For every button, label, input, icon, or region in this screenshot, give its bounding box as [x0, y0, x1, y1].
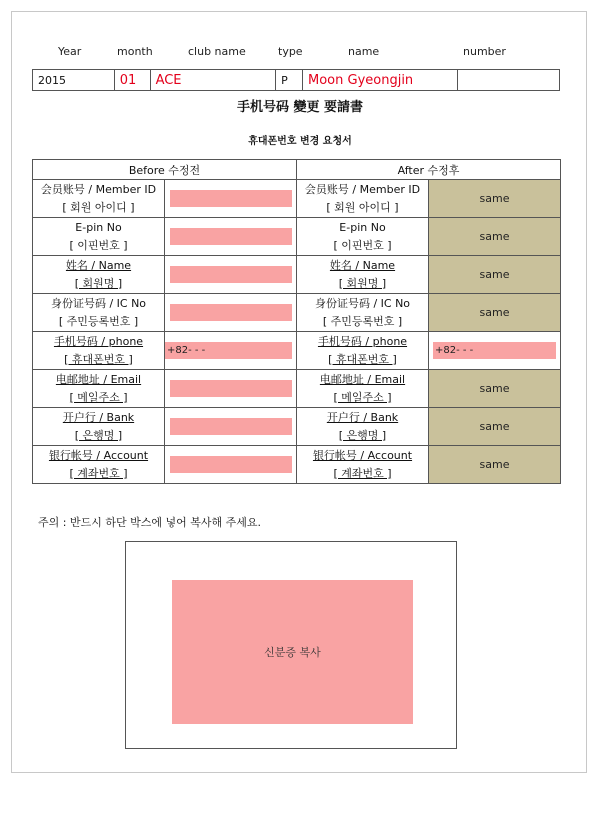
label-top: 姓名 / Name: [65, 258, 132, 272]
label-top: 电邮地址 / Email: [319, 372, 406, 386]
label-bottom: [ 휴대폰번호 ]: [64, 352, 133, 366]
name-value[interactable]: Moon Gyeongjin: [303, 70, 458, 90]
before-value-field[interactable]: [170, 304, 292, 321]
label-top: 身份证号码 / IC No: [50, 296, 147, 310]
before-value-cell: [165, 446, 297, 484]
name-header: name: [348, 45, 380, 58]
label-top: 身份证号码 / IC No: [314, 296, 411, 310]
label-bottom: [ 주민등록번호 ]: [58, 314, 139, 328]
before-value-cell: [165, 256, 297, 294]
id-copy-area[interactable]: [172, 580, 413, 724]
before-value-cell: [165, 370, 297, 408]
before-field-label: [33, 256, 165, 294]
before-header: Before 수정전: [33, 160, 297, 180]
before-value-cell: [165, 332, 297, 370]
label-bottom: [ 휴대폰번호 ]: [328, 352, 397, 366]
before-value-field[interactable]: [170, 456, 292, 473]
form-row: [33, 408, 561, 446]
after-field-label: [297, 408, 429, 446]
label-bottom: [ 메일주소 ]: [333, 390, 392, 404]
before-field-label: [33, 408, 165, 446]
after-header: After 수정후: [297, 160, 561, 180]
id-copy-label: 신분증 복사: [264, 646, 321, 659]
number-value[interactable]: [458, 70, 559, 90]
before-value-cell: [165, 408, 297, 446]
label-top: 手机号码 / phone: [317, 334, 408, 348]
change-request-table: [32, 159, 561, 484]
year-value[interactable]: 2015: [33, 70, 115, 90]
after-field-label: [297, 446, 429, 484]
id-copy-box: [125, 541, 457, 749]
label-bottom: [ 이핀번호 ]: [333, 238, 392, 252]
before-field-label: [33, 180, 165, 218]
form-row: [33, 446, 561, 484]
label-bottom: [ 은행명 ]: [74, 428, 123, 442]
before-field-label: [33, 294, 165, 332]
club-value[interactable]: ACE: [151, 70, 277, 90]
type-header: type: [278, 45, 303, 58]
member-info-row: [32, 69, 560, 91]
before-field-label: [33, 446, 165, 484]
label-top: 会员账号 / Member ID: [40, 182, 157, 196]
after-value-cell[interactable]: [429, 332, 561, 370]
number-header: number: [463, 45, 506, 58]
before-value-cell: [165, 294, 297, 332]
after-value-same[interactable]: same: [429, 180, 561, 218]
label-bottom: [ 회원명 ]: [74, 276, 123, 290]
label-top: E-pin No: [75, 220, 122, 234]
label-top: 银行帐号 / Account: [312, 448, 413, 462]
before-value-field[interactable]: [170, 190, 292, 207]
after-value-same[interactable]: same: [429, 256, 561, 294]
after-field-label: [297, 332, 429, 370]
after-value-same[interactable]: same: [429, 370, 561, 408]
month-header: month: [117, 45, 153, 58]
label-bottom: [ 회원 아이디 ]: [326, 200, 399, 214]
before-value-field[interactable]: +82- - -: [165, 342, 292, 359]
month-value[interactable]: 01: [115, 70, 151, 90]
label-bottom: [ 은행명 ]: [338, 428, 387, 442]
title-korean: 휴대폰번호 변경 요청서: [248, 136, 352, 147]
after-field-label: [297, 256, 429, 294]
label-top: 银行帐号 / Account: [48, 448, 149, 462]
after-field-label: [297, 218, 429, 256]
label-top: 姓名 / Name: [329, 258, 396, 272]
before-value-cell: [165, 218, 297, 256]
club-name-header: club name: [188, 45, 246, 58]
label-bottom: [ 계좌번호 ]: [333, 466, 392, 480]
label-top: 手机号码 / phone: [53, 334, 144, 348]
after-value-same[interactable]: same: [429, 408, 561, 446]
before-value-field[interactable]: [170, 418, 292, 435]
label-bottom: [ 계좌번호 ]: [69, 466, 128, 480]
label-top: 会员账号 / Member ID: [304, 182, 421, 196]
form-row: [33, 180, 561, 218]
label-bottom: [ 회원 아이디 ]: [62, 200, 135, 214]
year-header: Year: [58, 45, 82, 58]
after-value-same[interactable]: same: [429, 446, 561, 484]
before-value-field[interactable]: [170, 266, 292, 283]
before-field-label: [33, 370, 165, 408]
before-value-field[interactable]: [170, 380, 292, 397]
title-chinese: 手机号码 變更 要請書: [236, 100, 364, 115]
after-value-same[interactable]: same: [429, 294, 561, 332]
after-field-label: [297, 370, 429, 408]
after-value-same[interactable]: same: [429, 218, 561, 256]
form-row: [33, 256, 561, 294]
label-top: 电邮地址 / Email: [55, 372, 142, 386]
before-value-field[interactable]: [170, 228, 292, 245]
after-field-label: [297, 294, 429, 332]
type-value[interactable]: P: [276, 70, 303, 90]
notice-text: 주의 : 반드시 하단 박스에 넣어 복사해 주세요.: [38, 516, 261, 529]
form-row: [33, 294, 561, 332]
label-top: 开户行 / Bank: [62, 410, 135, 424]
before-field-label: [33, 332, 165, 370]
after-field-label: [297, 180, 429, 218]
label-bottom: [ 메일주소 ]: [69, 390, 128, 404]
label-top: 开户行 / Bank: [326, 410, 399, 424]
form-row: [33, 332, 561, 370]
label-top: E-pin No: [339, 220, 386, 234]
after-value-field[interactable]: +82- - -: [433, 342, 556, 359]
before-value-cell: [165, 180, 297, 218]
label-bottom: [ 회원명 ]: [338, 276, 387, 290]
form-row: [33, 370, 561, 408]
label-bottom: [ 주민등록번호 ]: [322, 314, 403, 328]
before-field-label: [33, 218, 165, 256]
label-bottom: [ 이핀번호 ]: [69, 238, 128, 252]
form-row: [33, 218, 561, 256]
